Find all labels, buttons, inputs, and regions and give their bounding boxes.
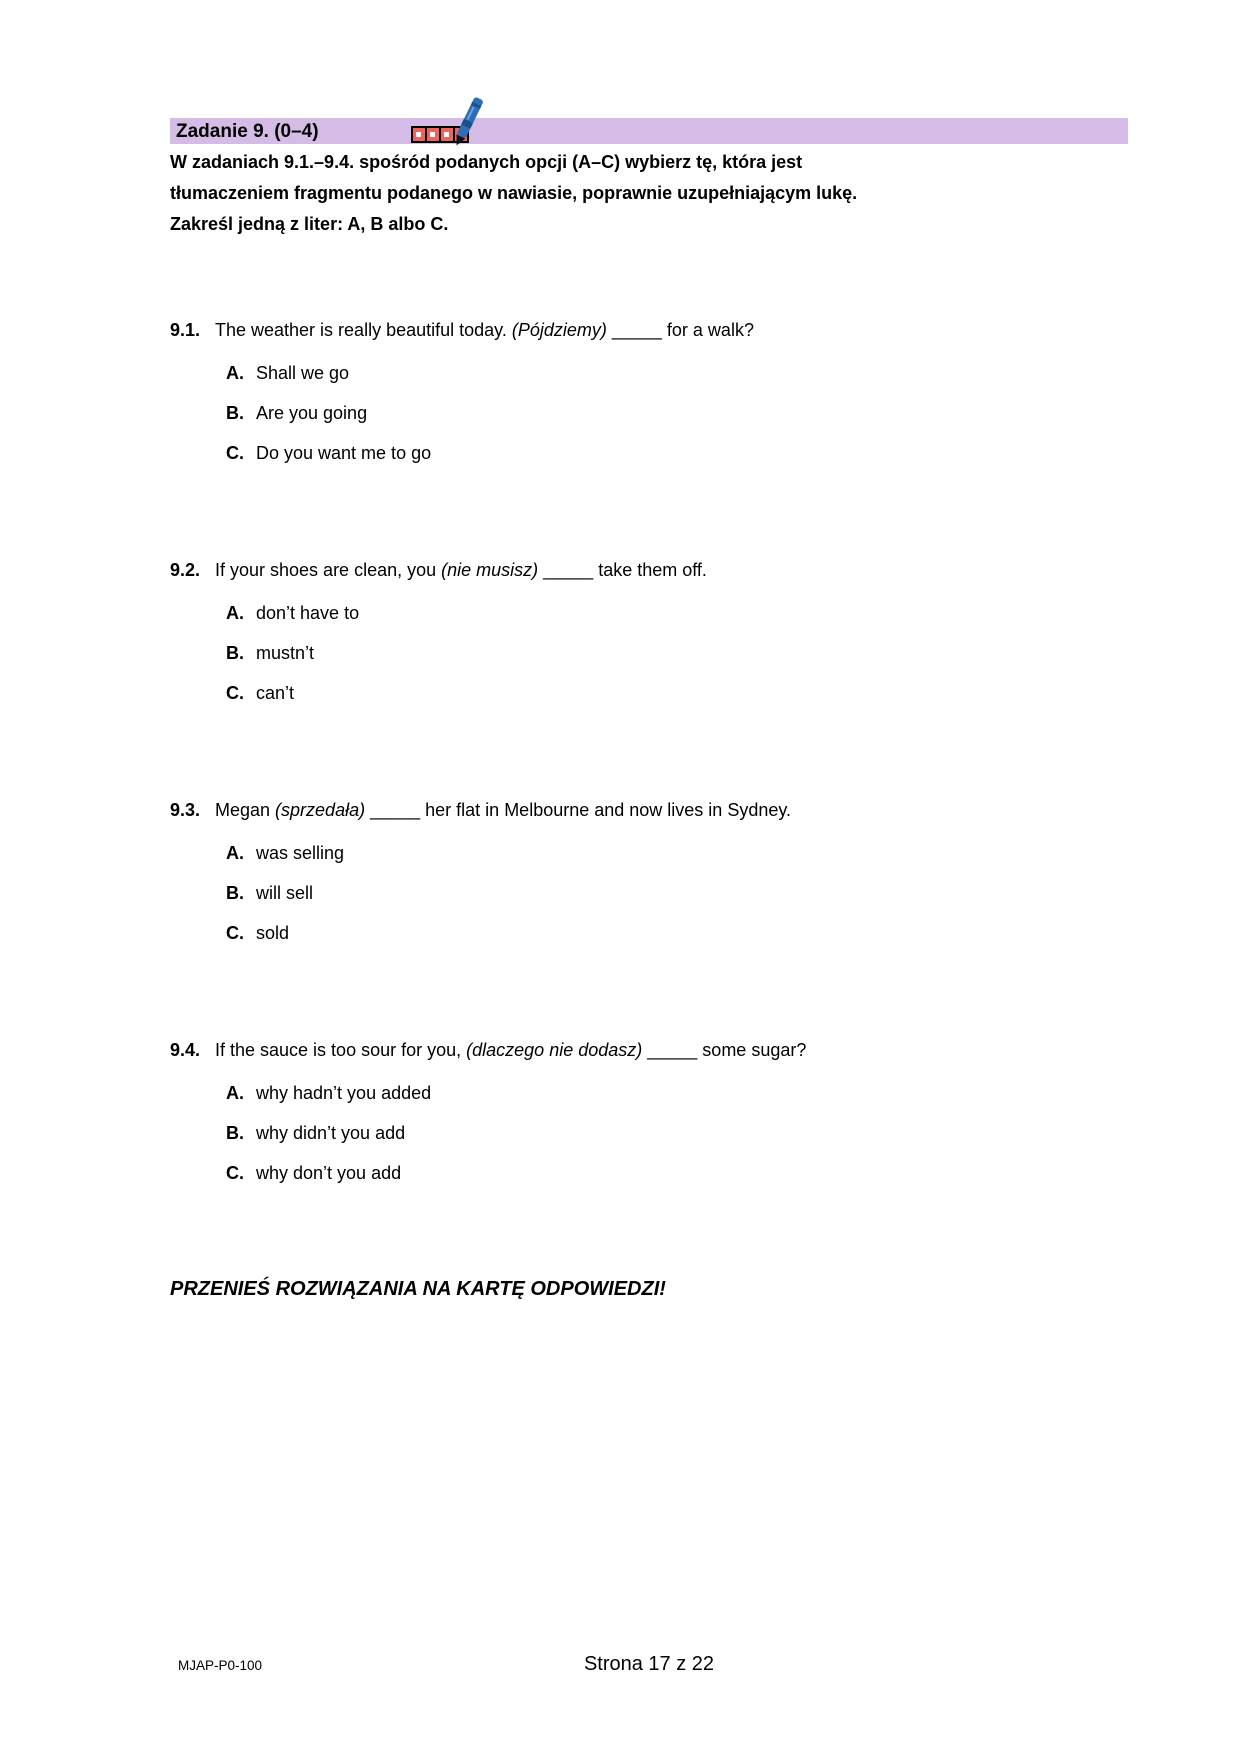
option-text: why didn’t you add xyxy=(256,1123,406,1143)
transfer-answers-note: PRZENIEŚ ROZWIĄZANIA NA KARTĘ ODPOWIEDZI! xyxy=(170,1278,666,1300)
question-text-post: _____ take them off. xyxy=(538,560,707,580)
option-a xyxy=(226,1080,1140,1106)
exam-code: MJAP-P0-100 xyxy=(178,1658,263,1673)
option-text: was selling xyxy=(256,843,345,863)
option-c xyxy=(226,1160,1140,1186)
option-a xyxy=(226,840,1140,866)
question-text-post: _____ some sugar? xyxy=(642,1040,807,1060)
question-9-2 xyxy=(170,557,1140,706)
question-text-pre: If the sauce is too sour for you, xyxy=(215,1040,467,1060)
option-b xyxy=(226,880,1140,906)
question-text-italic: (nie musisz) xyxy=(441,560,539,580)
option-letter: C. xyxy=(226,1163,244,1183)
option-letter: C. xyxy=(226,923,244,943)
question-line xyxy=(170,317,1140,343)
option-text: Are you going xyxy=(256,403,368,423)
option-letter: B. xyxy=(226,883,244,903)
option-text: can’t xyxy=(256,683,295,703)
task-header-bar xyxy=(170,118,1128,144)
question-line xyxy=(170,797,1140,823)
question-text xyxy=(215,797,791,823)
question-9-3 xyxy=(170,797,1140,946)
question-line xyxy=(170,1037,1140,1063)
instruction-line: Zakreśl jedną z liter: A, B albo C. xyxy=(170,214,449,234)
question-text-pre: If your shoes are clean, you xyxy=(215,560,442,580)
question-text-italic: (Pójdziemy) xyxy=(511,320,607,340)
option-letter: B. xyxy=(226,643,244,663)
task-title: Zadanie 9. (0–4) xyxy=(176,121,319,142)
option-text: mustn’t xyxy=(256,643,315,663)
option-text: why don’t you add xyxy=(256,1163,402,1183)
option-a xyxy=(226,360,1140,386)
option-letter: C. xyxy=(226,683,244,703)
question-number: 9.2. xyxy=(170,560,201,580)
option-letter: B. xyxy=(226,403,244,423)
option-a xyxy=(226,600,1140,626)
question-number: 9.4. xyxy=(170,1040,201,1060)
option-c xyxy=(226,920,1140,946)
answer-box xyxy=(427,128,439,141)
option-letter: C. xyxy=(226,443,244,463)
page-number: Strona 17 z 22 xyxy=(583,1653,715,1675)
option-b xyxy=(226,400,1140,426)
option-letter: B. xyxy=(226,1123,244,1143)
option-b xyxy=(226,640,1140,666)
question-text xyxy=(215,1037,806,1063)
instruction-line: tłumaczeniem fragmentu podanego w nawiasie, poprawnie uzupełniającym lukę. xyxy=(170,183,858,203)
question-number: 9.1. xyxy=(170,320,201,340)
question-text-italic: (sprzedała) xyxy=(275,800,366,820)
option-letter: A. xyxy=(226,603,244,623)
question-number: 9.3. xyxy=(170,800,201,820)
answer-box xyxy=(413,128,425,141)
question-text-italic: (dlaczego nie dodasz) xyxy=(466,1040,643,1060)
question-text xyxy=(215,317,754,343)
option-text: why hadn’t you added xyxy=(256,1083,432,1103)
question-line xyxy=(170,557,1140,583)
task-instructions xyxy=(170,147,1140,240)
question-text xyxy=(215,557,707,583)
option-c xyxy=(226,680,1140,706)
option-text: sold xyxy=(256,923,290,943)
option-text: don’t have to xyxy=(256,603,360,623)
option-b xyxy=(226,1120,1140,1146)
option-text: Shall we go xyxy=(256,363,350,383)
question-text-post: _____ her flat in Melbourne and now lives in Sydney. xyxy=(365,800,792,820)
option-letter: A. xyxy=(226,1083,244,1103)
question-text-pre: The weather is really beautiful today. xyxy=(215,320,512,340)
option-c xyxy=(226,440,1140,466)
option-text: Do you want me to go xyxy=(256,443,432,463)
option-text: will sell xyxy=(256,883,314,903)
option-letter: A. xyxy=(226,363,244,383)
question-9-1 xyxy=(170,317,1140,466)
question-text-pre: Megan xyxy=(215,800,276,820)
pen-icon xyxy=(446,96,490,148)
instruction-line: W zadaniach 9.1.–9.4. spośród podanych opcji (A–C) wybierz tę, która jest xyxy=(170,152,803,172)
question-text-post: _____ for a walk? xyxy=(606,320,754,340)
question-9-4 xyxy=(170,1037,1140,1186)
option-letter: A. xyxy=(226,843,244,863)
